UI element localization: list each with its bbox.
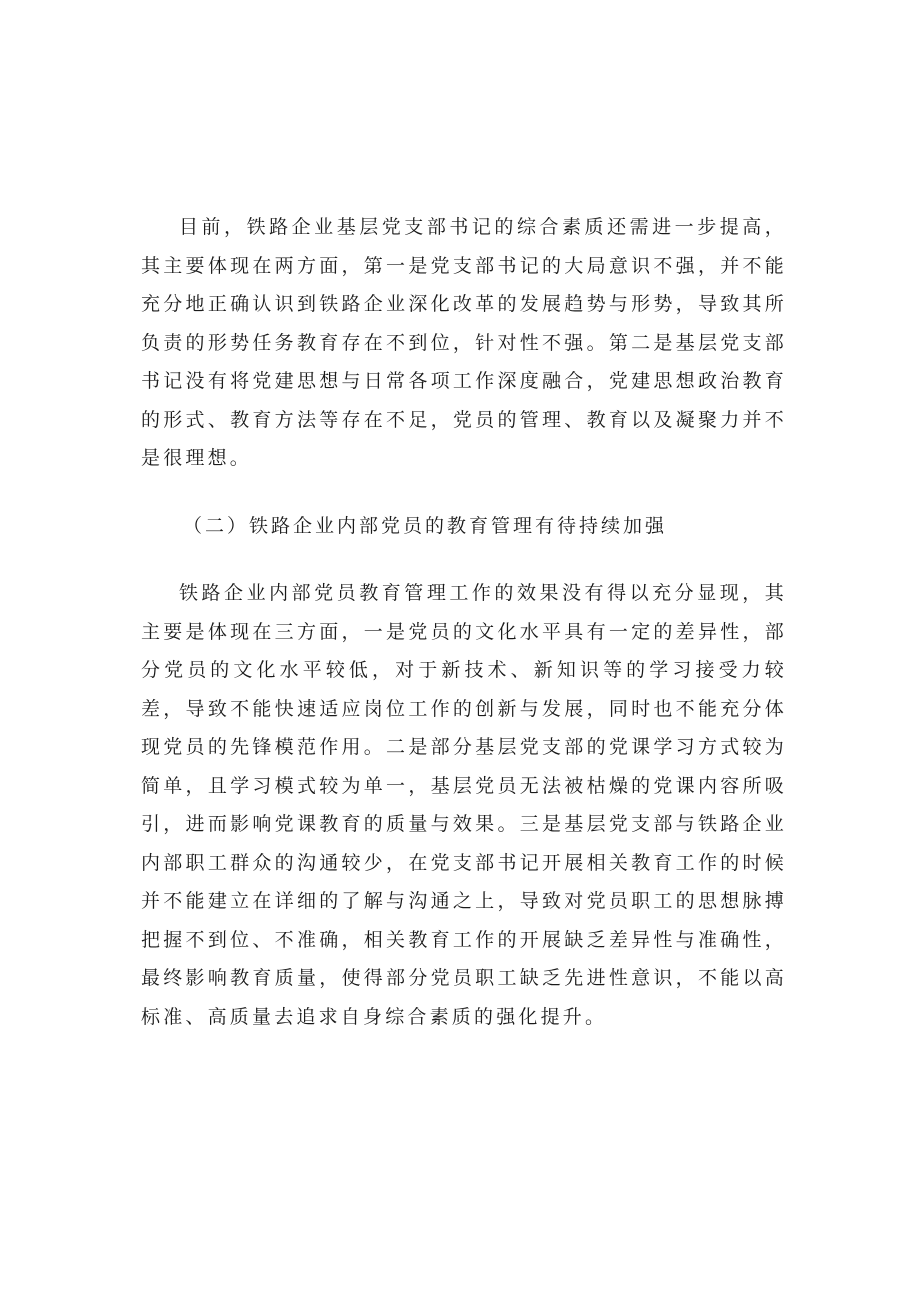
document-body bbox=[141, 208, 787, 1036]
paragraph-2: 铁路企业内部党员教育管理工作的效果没有得以充分显现，其主要是体现在三方面，一是党员的文化水平具有一定的差异性，部分党员的文化水平较低，对于新技术、新知识等的学习接受力较差，导致不能快速适应岗位工作的创新与发展，同时也不能充分体现党员的先锋模范作用。二是部分基层党支部的党课学习方式较为简单，且学习模式较为单一，基层党员无法被枯燥的党课内容所吸引，进而影响党课教育的质量与效果。三是基层党支部与铁路企业内部职工群众的沟通较少，在党支部书记开展相关教育工作的时候并不能建立在详细的了解与沟通之上，导致对党员职工的思想脉搏把握不到位、不准确，相关教育工作的开展缺乏差异性与准确性，最终影响教育质量，使得部分党员职工缺乏先进性意识，不能以高标准、高质量去追求自身综合素质的强化提升。 bbox=[141, 582, 787, 1028]
paragraph-1: 目前，铁路企业基层党支部书记的综合素质还需进一步提高，其主要体现在两方面，第一是党支部书记的大局意识不强，并不能充分地正确认识到铁路企业深化改革的发展趋势与形势，导致其所负责的形势任务教育存在不到位，针对性不强。第二是基层党支部书记没有将党建思想与日常各项工作深度融合，党建思想政治教育的形式、教育方法等存在不足，党员的管理、教育以及凝聚力并不是很理想。 bbox=[141, 216, 787, 469]
section-heading-2: （二）铁路企业内部党员的教育管理有待持续加强 bbox=[183, 514, 668, 537]
